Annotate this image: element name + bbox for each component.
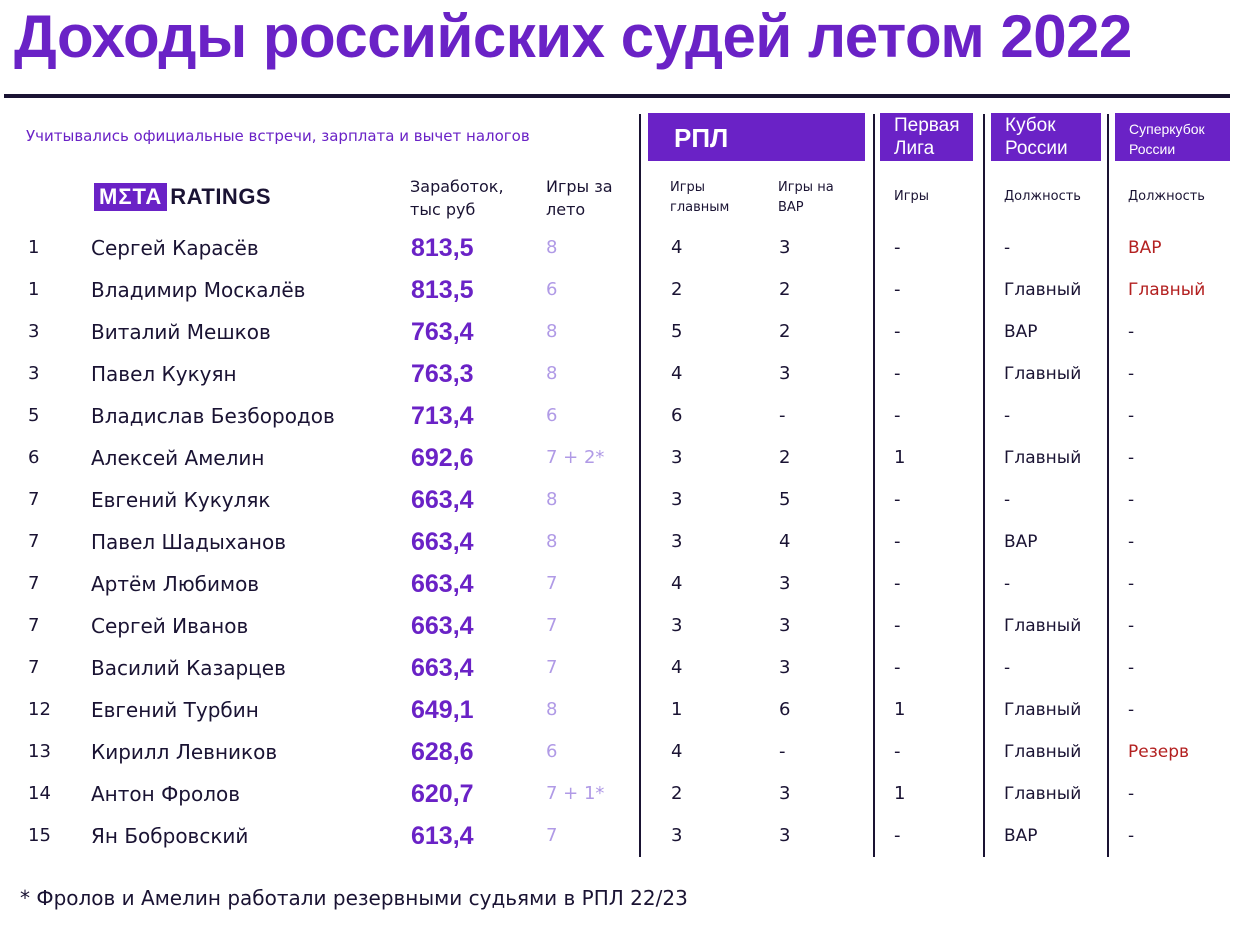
footnote: * Фролов и Амелин работали резервными судьями в РПЛ 22/23 — [20, 886, 688, 910]
name-cell: Павел Шадыханов — [91, 530, 286, 554]
supercup-role-cell: - — [1128, 574, 1135, 594]
banner-first-league-line1: Первая — [894, 115, 960, 136]
name-cell: Ян Бобровский — [91, 824, 249, 848]
name-cell: Сергей Иванов — [91, 614, 249, 638]
games-cell: 8 — [546, 321, 558, 342]
rpl-var-cell: 3 — [779, 825, 791, 846]
rpl-main-cell: 2 — [671, 783, 683, 804]
header-earnings — [410, 175, 504, 221]
rpl-main-cell: 4 — [671, 741, 683, 762]
name-cell: Евгений Турбин — [91, 698, 259, 722]
header-games-line2: лето — [546, 200, 586, 219]
table-row — [0, 403, 1235, 445]
table-row — [0, 319, 1235, 361]
rpl-var-cell: 2 — [779, 279, 791, 300]
header-rpl-main — [670, 178, 729, 218]
earnings-cell: 613,4 — [411, 822, 474, 850]
rank-cell: 3 — [28, 321, 40, 342]
rpl-main-cell: 3 — [671, 825, 683, 846]
rpl-main-cell: 4 — [671, 573, 683, 594]
cup-role-cell: Главный — [1004, 742, 1082, 762]
games-cell: 7 + 1* — [546, 783, 605, 804]
games-cell: 7 — [546, 825, 558, 846]
rpl-var-cell: 3 — [779, 615, 791, 636]
cup-role-cell: - — [1004, 658, 1011, 678]
header-cup-role: Должность — [1004, 189, 1081, 204]
supercup-role-cell: - — [1128, 322, 1135, 342]
table-row — [0, 697, 1235, 739]
header-earnings-line2: тыс руб — [410, 200, 476, 219]
table-row — [0, 529, 1235, 571]
name-cell: Василий Казарцев — [91, 656, 286, 680]
supercup-role-cell: - — [1128, 826, 1135, 846]
cup-role-cell: Главный — [1004, 364, 1082, 384]
supercup-role-cell: Главный — [1128, 280, 1206, 300]
header-earnings-line1: Заработок, — [410, 177, 504, 196]
header-rpl-var — [778, 178, 834, 218]
banner-first-league — [880, 113, 973, 161]
earnings-cell: 692,6 — [411, 444, 474, 472]
supercup-role-cell: - — [1128, 616, 1135, 636]
supercup-role-cell: ВАР — [1128, 238, 1162, 258]
cup-role-cell: - — [1004, 406, 1011, 426]
header-rpl-var-line1: Игры на — [778, 180, 834, 195]
table-row — [0, 613, 1235, 655]
name-cell: Артём Любимов — [91, 572, 260, 596]
rpl-var-cell: - — [779, 405, 786, 426]
banner-first-league-line2: Лига — [894, 138, 935, 159]
games-cell: 6 — [546, 741, 558, 762]
rpl-main-cell: 3 — [671, 531, 683, 552]
earnings-cell: 649,1 — [411, 696, 474, 724]
table-row — [0, 781, 1235, 823]
earnings-cell: 763,4 — [411, 318, 474, 346]
rank-cell: 7 — [28, 657, 40, 678]
header-supercup-role: Должность — [1128, 189, 1205, 204]
cup-role-cell: - — [1004, 574, 1011, 594]
earnings-cell: 663,4 — [411, 612, 474, 640]
cup-role-cell: ВАР — [1004, 322, 1038, 342]
games-cell: 7 + 2* — [546, 447, 605, 468]
cup-role-cell: ВАР — [1004, 532, 1038, 552]
earnings-cell: 663,4 — [411, 654, 474, 682]
supercup-role-cell: - — [1128, 784, 1135, 804]
rpl-var-cell: 2 — [779, 321, 791, 342]
first-league-cell: - — [894, 489, 901, 510]
rank-cell: 7 — [28, 489, 40, 510]
games-cell: 8 — [546, 363, 558, 384]
rpl-main-cell: 4 — [671, 657, 683, 678]
first-league-cell: - — [894, 405, 901, 426]
rank-cell: 5 — [28, 405, 40, 426]
name-cell: Антон Фролов — [91, 782, 241, 806]
rank-cell: 13 — [28, 741, 51, 762]
earnings-cell: 813,5 — [411, 276, 474, 304]
rank-cell: 6 — [28, 447, 40, 468]
first-league-cell: - — [894, 237, 901, 258]
banner-rpl — [648, 113, 865, 161]
supercup-role-cell: - — [1128, 448, 1135, 468]
logo-text: RATINGS — [170, 184, 272, 209]
games-cell: 6 — [546, 405, 558, 426]
supercup-role-cell: - — [1128, 532, 1135, 552]
rpl-main-cell: 5 — [671, 321, 683, 342]
cup-role-cell: Главный — [1004, 448, 1082, 468]
first-league-cell: 1 — [894, 783, 906, 804]
name-cell: Евгений Кукуляк — [91, 488, 271, 512]
table-row — [0, 277, 1235, 319]
rpl-main-cell: 6 — [671, 405, 683, 426]
cup-role-cell: Главный — [1004, 784, 1082, 804]
table-row — [0, 235, 1235, 277]
games-cell: 7 — [546, 573, 558, 594]
header-rpl-main-line1: Игры — [670, 180, 706, 195]
earnings-cell: 620,7 — [411, 780, 474, 808]
rank-cell: 1 — [28, 237, 40, 258]
header-games — [546, 175, 613, 221]
first-league-cell: - — [894, 657, 901, 678]
earnings-cell: 628,6 — [411, 738, 474, 766]
rank-cell: 12 — [28, 699, 51, 720]
earnings-cell: 663,4 — [411, 570, 474, 598]
logo-box: MΣTA — [94, 183, 167, 211]
table-row — [0, 739, 1235, 781]
rank-cell: 14 — [28, 783, 51, 804]
banner-cup — [991, 113, 1101, 161]
rpl-var-cell: 3 — [779, 783, 791, 804]
games-cell: 6 — [546, 279, 558, 300]
first-league-cell: - — [894, 321, 901, 342]
games-cell: 8 — [546, 699, 558, 720]
table-row — [0, 487, 1235, 529]
rpl-main-cell: 3 — [671, 489, 683, 510]
games-cell: 7 — [546, 615, 558, 636]
banner-cup-line1: Кубок — [1005, 115, 1056, 136]
cup-role-cell: Главный — [1004, 616, 1082, 636]
rpl-var-cell: 5 — [779, 489, 791, 510]
supercup-role-cell: - — [1128, 364, 1135, 384]
table-row — [0, 361, 1235, 403]
first-league-cell: - — [894, 531, 901, 552]
header-rpl-main-line2: главным — [670, 200, 730, 215]
first-league-cell: - — [894, 615, 901, 636]
earnings-cell: 713,4 — [411, 402, 474, 430]
name-cell: Владислав Безбородов — [91, 404, 335, 428]
earnings-cell: 813,5 — [411, 234, 474, 262]
table-row — [0, 571, 1235, 613]
name-cell: Сергей Карасёв — [91, 236, 259, 260]
rpl-var-cell: 3 — [779, 573, 791, 594]
first-league-cell: 1 — [894, 699, 906, 720]
metaratings-logo — [94, 183, 271, 211]
rpl-var-cell: 2 — [779, 447, 791, 468]
rpl-var-cell: 3 — [779, 363, 791, 384]
rpl-main-cell: 2 — [671, 279, 683, 300]
earnings-cell: 663,4 — [411, 528, 474, 556]
header-rpl-var-line2: ВАР — [778, 200, 804, 215]
earnings-cell: 763,3 — [411, 360, 474, 388]
rpl-var-cell: 3 — [779, 237, 791, 258]
name-cell: Кирилл Левников — [91, 740, 278, 764]
title-divider — [4, 94, 1230, 98]
cup-role-cell: ВАР — [1004, 826, 1038, 846]
banner-supercup — [1115, 113, 1230, 161]
games-cell: 8 — [546, 531, 558, 552]
supercup-role-cell: Резерв — [1128, 742, 1190, 762]
rank-cell: 15 — [28, 825, 51, 846]
games-cell: 7 — [546, 657, 558, 678]
cup-role-cell: Главный — [1004, 700, 1082, 720]
first-league-cell: - — [894, 279, 901, 300]
rpl-var-cell: 6 — [779, 699, 791, 720]
name-cell: Владимир Москалёв — [91, 278, 306, 302]
rpl-main-cell: 3 — [671, 615, 683, 636]
first-league-cell: - — [894, 573, 901, 594]
rank-cell: 7 — [28, 531, 40, 552]
rpl-main-cell: 4 — [671, 363, 683, 384]
supercup-role-cell: - — [1128, 700, 1135, 720]
games-cell: 8 — [546, 237, 558, 258]
earnings-cell: 663,4 — [411, 486, 474, 514]
rpl-var-cell: - — [779, 741, 786, 762]
supercup-role-cell: - — [1128, 490, 1135, 510]
table-row — [0, 655, 1235, 697]
rpl-main-cell: 1 — [671, 699, 683, 720]
supercup-role-cell: - — [1128, 658, 1135, 678]
first-league-cell: - — [894, 363, 901, 384]
name-cell: Павел Кукуян — [91, 362, 237, 386]
rank-cell: 3 — [28, 363, 40, 384]
rpl-var-cell: 4 — [779, 531, 791, 552]
cup-role-cell: Главный — [1004, 280, 1082, 300]
games-cell: 8 — [546, 489, 558, 510]
first-league-cell: - — [894, 825, 901, 846]
banner-supercup-line2: России — [1129, 141, 1176, 157]
name-cell: Виталий Мешков — [91, 320, 271, 344]
table-row — [0, 823, 1235, 865]
subtitle: Учитывались официальные встречи, зарплата и вычет налогов — [26, 127, 530, 145]
first-league-cell: 1 — [894, 447, 906, 468]
rank-cell: 7 — [28, 573, 40, 594]
rank-cell: 1 — [28, 279, 40, 300]
rpl-main-cell: 3 — [671, 447, 683, 468]
rpl-var-cell: 3 — [779, 657, 791, 678]
cup-role-cell: - — [1004, 238, 1011, 258]
banner-supercup-line1: Суперкубок — [1129, 121, 1205, 137]
supercup-role-cell: - — [1128, 406, 1135, 426]
table-row — [0, 445, 1235, 487]
header-first-league-games: Игры — [894, 189, 930, 204]
name-cell: Алексей Амелин — [91, 446, 265, 470]
banner-cup-line2: России — [1005, 138, 1068, 159]
rank-cell: 7 — [28, 615, 40, 636]
first-league-cell: - — [894, 741, 901, 762]
cup-role-cell: - — [1004, 490, 1011, 510]
page-title: Доходы российских судей летом 2022 — [14, 3, 1132, 70]
rpl-main-cell: 4 — [671, 237, 683, 258]
header-games-line1: Игры за — [546, 177, 613, 196]
banner-rpl-label: РПЛ — [674, 123, 729, 153]
